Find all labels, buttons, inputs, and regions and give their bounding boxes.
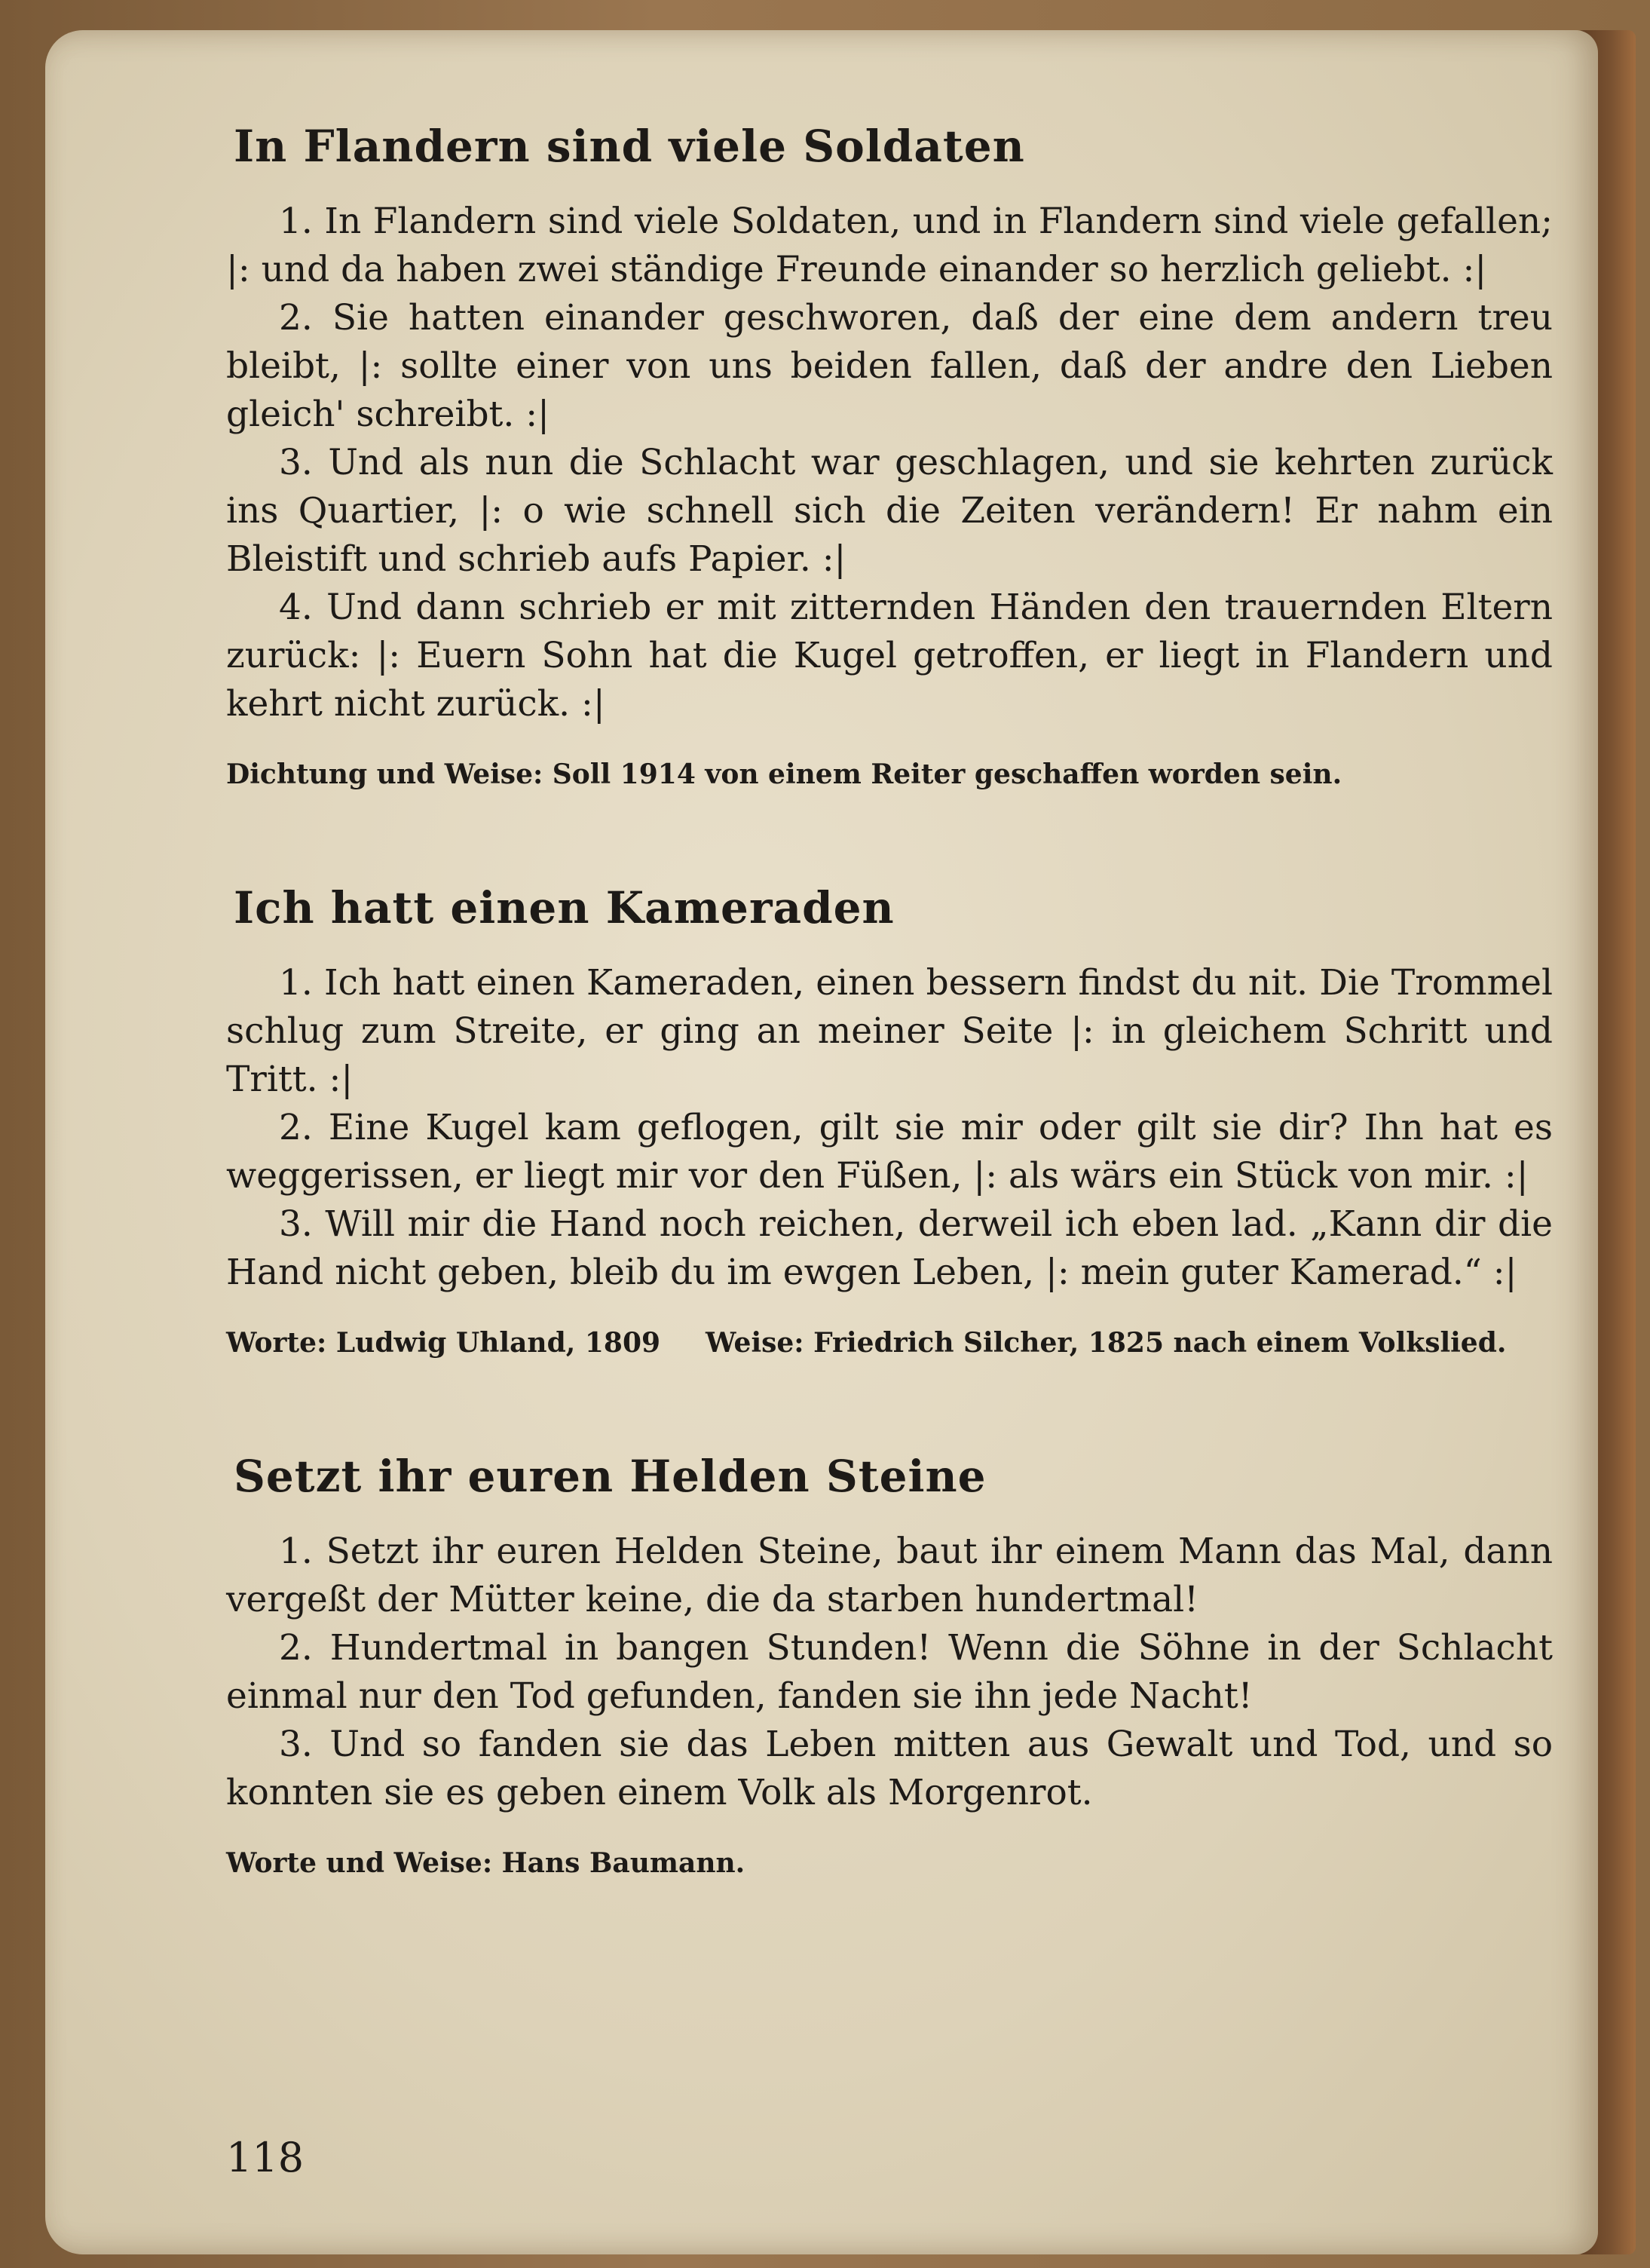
song-flandern <box>226 121 1553 792</box>
song-credit <box>226 1326 1553 1360</box>
verse: 1. Setzt ihr euren Helden Steine, baut ihr einem Mann das Mal, dann vergeßt der Mütter keine, die da starben hundertmal! <box>226 1531 1553 1620</box>
song-title: Setzt ihr euren Helden Steine <box>234 1451 987 1502</box>
credit-text: Dichtung und Weise: Soll 1914 von einem Reiter geschaffen worden sein. <box>226 759 1342 790</box>
verse: 3. Und so fanden sie das Leben mitten aus Gewalt und Tod, und so konnten sie es geben einem Volk als Morgenrot. <box>226 1724 1553 1813</box>
verse: 3. Und als nun die Schlacht war geschlagen, und sie kehrten zurück ins Quartier, |: o wie schnell sich die Zeiten verändern! Er nahm ein Bleistift und schrieb aufs Papier. :| <box>226 442 1553 580</box>
credit-text: Worte und Weise: Hans Baumann. <box>226 1847 745 1879</box>
song-helden-steine <box>226 1451 1553 1880</box>
song-credit <box>226 1846 1553 1880</box>
verse: 1. Ich hatt einen Kameraden, einen bessern findst du nit. Die Trommel schlug zum Streite, er ging an meiner Seite |: in gleichem Schritt und Tritt. :| <box>226 962 1553 1100</box>
page-content <box>226 121 1553 1971</box>
book-page <box>45 30 1598 2254</box>
song-kameraden <box>226 882 1553 1360</box>
verse: 2. Eine Kugel kam geflogen, gilt sie mir oder gilt sie dir? Ihn hat es weggerissen, er liegt mir vor den Füßen, |: als wärs ein Stück von mir. :| <box>226 1107 1553 1197</box>
credit-text: Worte: Ludwig Uhland, 1809 <box>226 1327 661 1359</box>
verse: 2. Sie hatten einander geschworen, daß der eine dem andern treu bleibt, |: sollte einer von uns beiden fallen, daß der andre den Lieben gleich' schreibt. :| <box>226 297 1553 435</box>
song-title: In Flandern sind viele Soldaten <box>234 121 1025 172</box>
verse: 1. In Flandern sind viele Soldaten, und in Flandern sind viele gefallen; |: und da haben zwei ständige Freunde einander so herzlich geliebt. :| <box>226 201 1553 290</box>
song-title: Ich hatt einen Kameraden <box>234 882 895 933</box>
verse: 2. Hundertmal in bangen Stunden! Wenn die Söhne in der Schlacht einmal nur den Tod gefunden, fanden sie ihn jede Nacht! <box>226 1627 1553 1717</box>
verse: 3. Will mir die Hand noch reichen, derweil ich eben lad. „Kann dir die Hand nicht geben, bleib du im ewgen Leben, |: mein guter Kamerad.“ :| <box>226 1203 1553 1293</box>
page-number: 118 <box>226 2134 305 2181</box>
credit-text-melody: Weise: Friedrich Silcher, 1825 nach einem Volkslied. <box>706 1327 1507 1359</box>
verse: 4. Und dann schrieb er mit zitternden Händen den trauernden Eltern zurück: |: Euern Sohn hat die Kugel getroffen, er liegt in Flandern und kehrt nicht zurück. :| <box>226 587 1553 725</box>
song-credit <box>226 757 1553 792</box>
